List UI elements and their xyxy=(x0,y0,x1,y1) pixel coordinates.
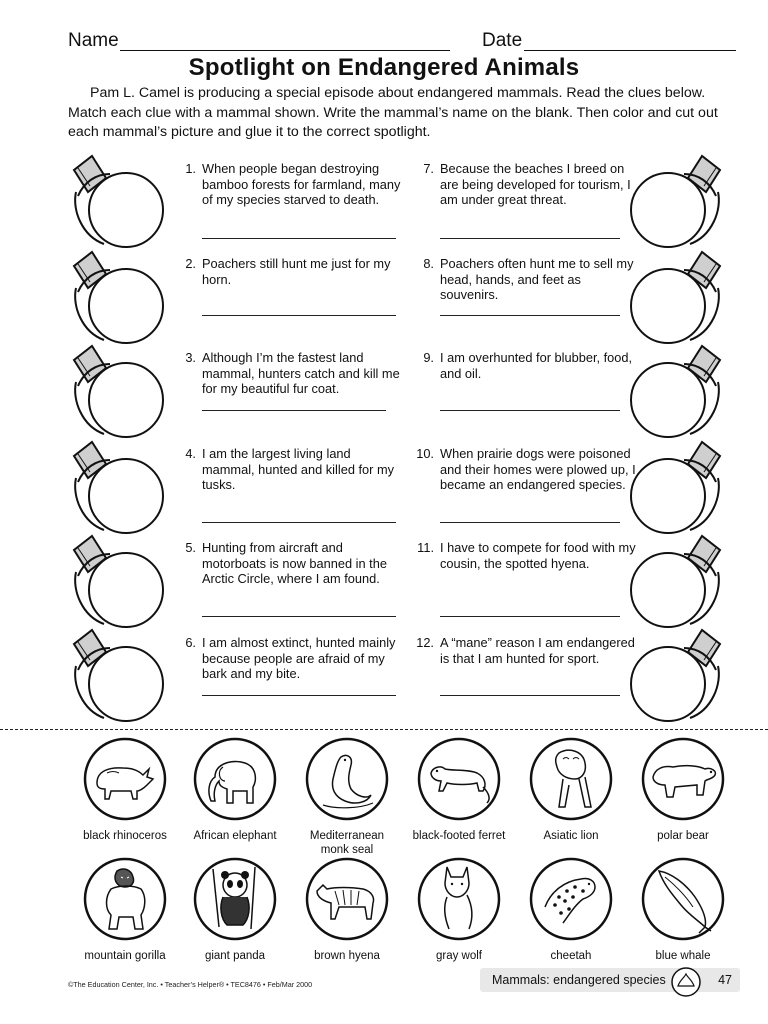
clue-text: Because the beaches I breed on are being developed for tourism, I am under great threat. xyxy=(440,161,631,208)
polar-bear-icon xyxy=(641,737,725,821)
publisher-credit: ©The Education Center, Inc. • Teacher’s Helper® • TEC8476 • Feb/Mar 2000 xyxy=(68,980,313,989)
clue-number: 10. xyxy=(416,446,434,461)
spotlight-icon xyxy=(628,152,724,248)
animal-card-black-rhinoceros[interactable] xyxy=(75,737,175,843)
clue-text: Poachers still hunt me just for my horn. xyxy=(202,256,391,287)
clue-text: When people began destroying bamboo forests for farmland, many of my species starved to death. xyxy=(202,161,401,208)
spotlight-icon xyxy=(628,626,724,722)
wolf-icon xyxy=(417,857,501,941)
animal-card-asiatic-lion[interactable] xyxy=(521,737,621,843)
animal-label: black rhinoceros xyxy=(83,830,167,842)
clue-text: A “mane” reason I am endangered is that I am hunted for sport. xyxy=(440,635,635,666)
animal-card-brown-hyena[interactable] xyxy=(297,857,397,963)
answer-blank-6[interactable] xyxy=(202,695,396,696)
spotlight-icon xyxy=(70,248,166,344)
clue-text: When prairie dogs were poisoned and their homes were plowed up, I became an endangered species. xyxy=(440,446,636,493)
hyena-icon xyxy=(305,857,389,941)
clue-text: I am overhunted for blubber, food, and oil. xyxy=(440,350,633,381)
clue-number: 3. xyxy=(185,350,196,365)
animal-card-black-footed-ferret[interactable] xyxy=(409,737,509,843)
clue-number: 5. xyxy=(185,540,196,555)
seal-icon xyxy=(305,737,389,821)
page-title: Spotlight on Endangered Animals xyxy=(188,54,580,81)
animal-label: black-footed ferret xyxy=(412,830,506,842)
clue-text: Although I’m the fastest land mammal, hunters catch and kill me for my beautiful fur coat. xyxy=(202,350,400,397)
animal-card-cheetah[interactable] xyxy=(521,857,621,963)
clue-number: 4. xyxy=(185,446,196,461)
answer-blank-9[interactable] xyxy=(440,410,620,411)
animal-label: Mediterranean monk seal xyxy=(309,830,385,856)
animal-card-mountain-gorilla[interactable] xyxy=(75,857,175,963)
animal-card-mediterranean-monk-seal[interactable] xyxy=(297,737,397,857)
ferret-icon xyxy=(417,737,501,821)
spotlight-icon xyxy=(628,438,724,534)
spotlight-icon xyxy=(628,248,724,344)
animal-card-giant-panda[interactable] xyxy=(185,857,285,963)
animal-label: mountain gorilla xyxy=(84,950,166,962)
animal-label: brown hyena xyxy=(314,950,380,962)
cut-line xyxy=(0,729,768,730)
clue-number: 7. xyxy=(423,161,434,176)
lion-icon xyxy=(529,737,613,821)
clue-text: I am almost extinct, hunted mainly because people are afraid of my bark and my bite. xyxy=(202,635,396,682)
clue-number: 2. xyxy=(185,256,196,271)
name-field[interactable] xyxy=(120,50,450,51)
name-label: Name xyxy=(68,30,119,51)
clue-number: 11. xyxy=(417,540,434,555)
clue-number: 12. xyxy=(416,635,434,650)
spotlight-icon xyxy=(70,532,166,628)
answer-blank-4[interactable] xyxy=(202,522,396,523)
clue-text: I have to compete for food with my cousin, the spotted hyena. xyxy=(440,540,636,571)
animal-label: cheetah xyxy=(550,950,592,962)
whale-icon xyxy=(641,857,725,941)
answer-blank-8[interactable] xyxy=(440,315,620,316)
animal-label: African elephant xyxy=(193,830,277,842)
topic-label: Mammals: endangered species xyxy=(492,973,666,987)
name-date-row xyxy=(68,28,748,54)
page-number: 47 xyxy=(718,973,732,987)
animal-label: blue whale xyxy=(655,950,711,962)
animal-card-gray-wolf[interactable] xyxy=(409,857,509,963)
animal-label: Asiatic lion xyxy=(543,830,599,842)
intro-paragraph: Pam L. Camel is producing a special episode about endangered mammals. Read the clues below. Match each clue with a mammal shown. Write the mammal’s name on the blank. Then color and cut out each mammal’s picture and glue it to the correct spotlight. xyxy=(68,85,718,140)
date-field[interactable] xyxy=(524,50,736,51)
camel-logo-icon xyxy=(668,962,704,998)
panda-icon xyxy=(193,857,277,941)
clue-number: 8. xyxy=(423,256,434,271)
spotlight-icon xyxy=(628,342,724,438)
spotlight-icon xyxy=(70,438,166,534)
answer-blank-1[interactable] xyxy=(202,238,396,239)
animal-card-polar-bear[interactable] xyxy=(633,737,733,843)
animal-label: gray wolf xyxy=(435,950,483,962)
animal-card-african-elephant[interactable] xyxy=(185,737,285,843)
cheetah-icon xyxy=(529,857,613,941)
rhinoceros-icon xyxy=(83,737,167,821)
animal-label: giant panda xyxy=(204,950,266,962)
topic-tag xyxy=(480,968,740,992)
clue-number: 9. xyxy=(423,350,434,365)
animal-card-blue-whale[interactable] xyxy=(633,857,733,963)
clue-text: I am the largest living land mammal, hunted and killed for my tusks. xyxy=(202,446,395,493)
answer-blank-10[interactable] xyxy=(440,522,620,523)
answer-blank-3[interactable] xyxy=(202,410,386,411)
clue-number: 6. xyxy=(185,635,196,650)
clue-number: 1. xyxy=(185,161,196,176)
answer-blank-5[interactable] xyxy=(202,616,396,617)
answer-blank-12[interactable] xyxy=(440,695,620,696)
clue-text: Poachers often hunt me to sell my head, hands, and feet as souvenirs. xyxy=(440,256,634,303)
elephant-icon xyxy=(193,737,277,821)
spotlight-icon xyxy=(70,342,166,438)
spotlight-icon xyxy=(70,626,166,722)
date-label: Date xyxy=(482,30,523,51)
answer-blank-7[interactable] xyxy=(440,238,620,239)
gorilla-icon xyxy=(83,857,167,941)
answer-blank-11[interactable] xyxy=(440,616,620,617)
spotlight-icon xyxy=(628,532,724,628)
spotlight-icon xyxy=(70,152,166,248)
answer-blank-2[interactable] xyxy=(202,315,396,316)
animal-label: polar bear xyxy=(657,830,709,842)
clue-text: Hunting from aircraft and motorboats is now banned in the Arctic Circle, where I am found. xyxy=(202,540,387,587)
